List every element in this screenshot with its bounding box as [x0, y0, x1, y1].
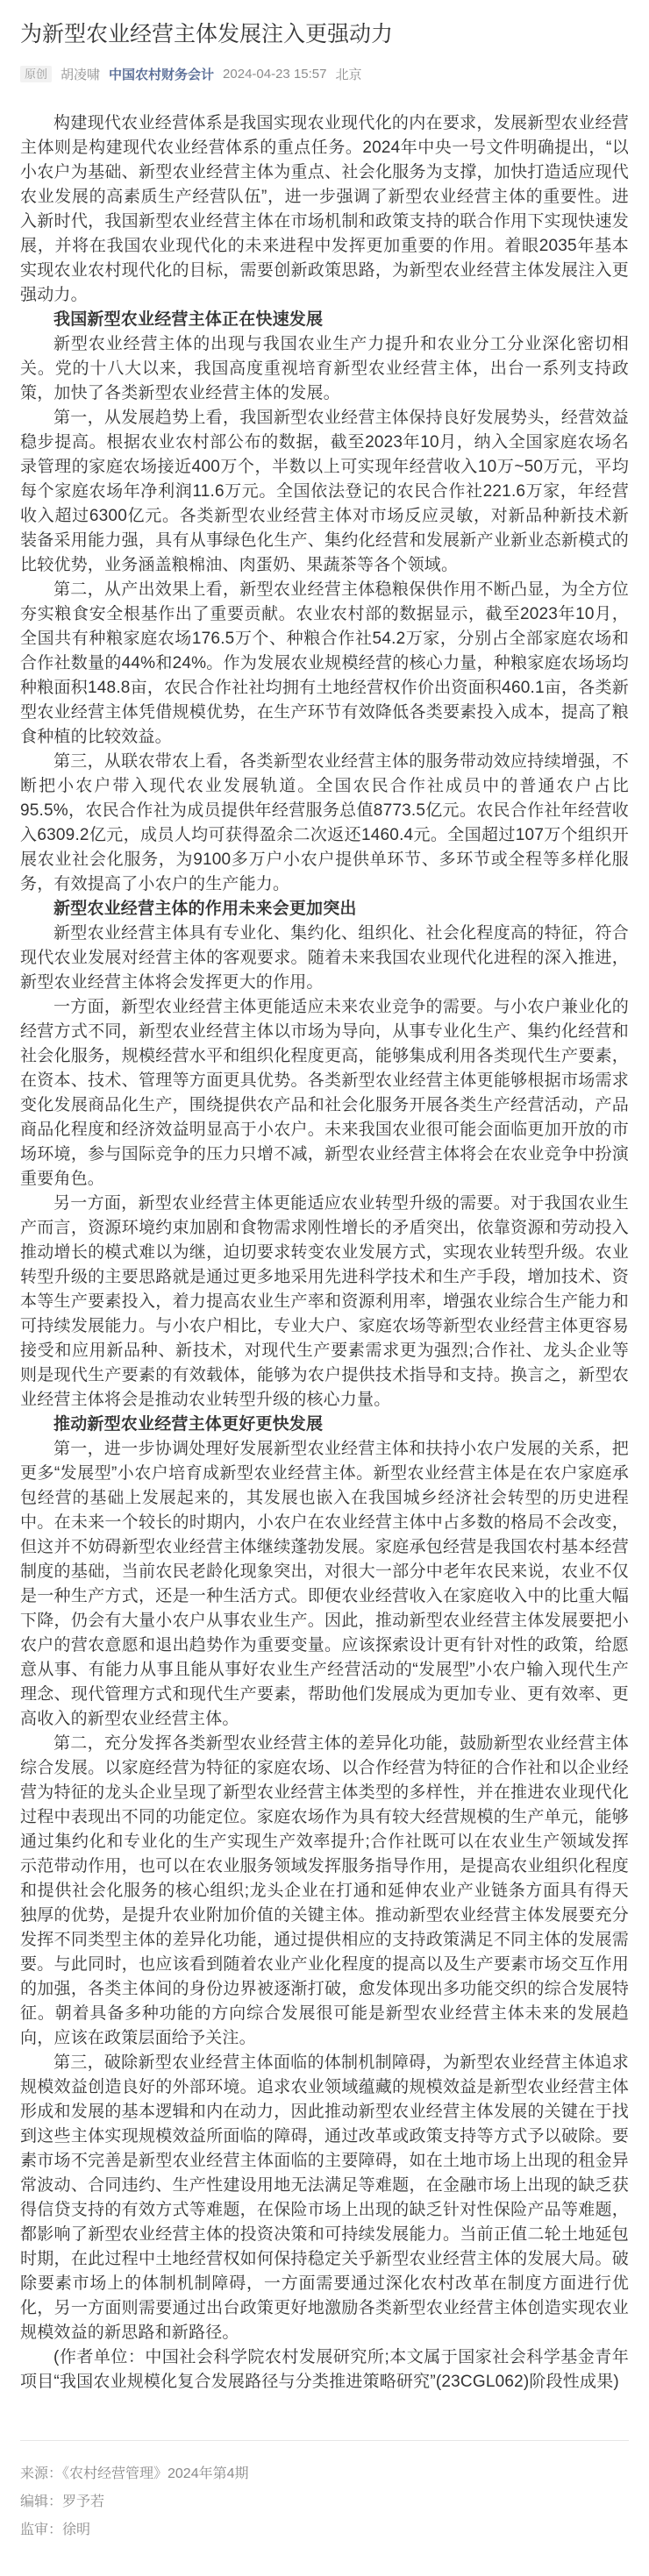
body-paragraph: 第三，从联农带农上看，各类新型农业经营主体的服务带动效应持续增强，不断把小农户带入现代农业发展轨道。全国农民合作社成员中的普通农户占比95.5%，农民合作社为成员提供年经营服务总值8773.5亿元。农民合作社年经营收入6309.2亿元，成员人均可获得盈余二次返还1460.4元。全国超过107万个组织开展农业社会化服务，为9100多万户小农户提供单环节、多环节或全程等多样化服务，有效提高了小农户的生产能力。 [20, 752, 629, 893]
body-paragraph: 第一，从发展趋势上看，我国新型农业经营主体保持良好发展势头，经营效益稳步提高。根据农业农村部公布的数据，截至2023年10月，纳入全国家庭农场名录管理的家庭农场接近400万个，半数以上可实现年经营收入10万~50万元，平均每个家庭农场年净利润11.6万元。全国依法登记的农民合作社221.6万家，年经营收入超过6300亿元。各类新型农业经营主体对市场反应灵敏，对新品种新技术新装备采用能力强，具有从事绿色化生产、集约化经营和发展新产业新业态新模式的比较优势，业务涵盖粮棉油、肉蛋奶、果蔬茶等各个领域。 [20, 409, 629, 574]
section-heading: 我国新型农业经营主体正在快速发展 [53, 310, 324, 329]
body-paragraph: 构建现代农业经营体系是我国实现农业现代化的内在要求，发展新型农业经营主体则是构建现代农业经营体系的重点任务。2024年中央一号文件明确提出，“以小农户为基础、新型农业经营主体为重点、社会化服务为支撑，加快打造适应现代农业发展的高素质生产经营队伍”，进一步强调了新型农业经营主体的重要性。进入新时代，我国新型农业经营主体在市场机制和政策支持的联合作用下实现快速发展，并将在我国农业现代化的未来进程中发挥更加重要的作用。着眼2035年基本实现农业农村现代化的目标，需要创新政策思路，为新型农业经营主体发展注入更强动力。 [20, 114, 629, 304]
section-heading: 新型农业经营主体的作用未来会更加突出 [53, 900, 357, 918]
author-name: 胡凌啸 [61, 68, 101, 82]
article-footer [20, 2466, 629, 2538]
body-paragraph: 另一方面，新型农业经营主体更能适应农业转型升级的需要。对于我国农业生产而言，资源环境约束加剧和食物需求刚性增长的矛盾突出，依靠资源和劳动投入推动增长的模式难以为继，迫切要求转变农业发展方式，实现农业转型升级。农业转型升级的主要思路就是通过更多地采用先进科学技术和生产手段，增加技术、资本等生产要素投入，着力提高农业生产率和资源利用率，增强农业综合生产能力和可持续发展能力。与小农户相比，专业大户、家庭农场等新型农业经营主体更容易接受和应用新品种、新技术，对现代生产要素需求更为强烈;合作社、龙头企业等则是现代生产要素的有效载体，能够为农户提供技术指导和支持。换言之，新型农业经营主体将会是推动农业转型升级的核心力量。 [20, 1194, 629, 1409]
author-note: (作者单位：中国社会科学院农村发展研究所;本文属于国家社会科学基金青年项目“我国农业规模化复合发展路径与分类推进策略研究”(23CGL062)阶段性成果) [20, 2348, 629, 2391]
body-paragraph: 第三，破除新型农业经营主体面临的体制机制障碍，为新型农业经营主体追求规模效益创造良好的外部环境。追求农业领域蕴藏的规模效益是新型农业经营主体形成和发展的基本逻辑和内在动力，因此推动新型农业经营主体发展的关键在于找到这些主体实现规模效益所面临的障碍，通过改革或政策支持等方式予以破除。要素市场不完善是新型农业经营主体面临的主要障碍，如在土地市场上出现的租金异常波动、合同违约、生产性建设用地无法满足等难题，在金融市场上出现的缺乏获得信贷支持的有效方式等难题，在保险市场上出现的缺乏针对性保险产品等难题，都影响了新型农业经营主体的投资决策和可持续发展能力。当前正值二轮土地延包时期，在此过程中土地经营权如何保持稳定关乎新型农业经营主体的发展大局。破除要素市场上的体制机制障碍，一方面需要通过深化农村改革在制度方面进行优化，另一方面则需要通过出台政策更好地激励各类新型农业经营主体创造实现农业规模效益的新思路和新路径。 [20, 2053, 629, 2342]
body-paragraph: 第二，充分发挥各类新型农业经营主体的差异化功能，鼓励新型农业经营主体综合发展。以家庭经营为特征的家庭农场、以合作经营为特征的合作社和以企业经营为特征的龙头企业呈现了新型农业经营主体类型的多样性，并在推进农业现代化过程中表现出不同的功能定位。家庭农场作为具有较大经营规模的生产单元，能够通过集约化和专业化的生产实现生产效率提升;合作社既可以在农业生产领域发挥示范带动作用，也可以在农业服务领域发挥服务指导作用，是提高农业组织化程度和提供社会化服务的核心组织;龙头企业在打通和延伸农业产业链条方面具有得天独厚的优势，是提升农业附加价值的关键主体。推动新型农业经营主体发展要充分发挥不同类型主体的差异化功能，通过提供相应的支持政策满足不同主体的发展需要。与此同时，也应该看到随着农业产业化程度的提高以及生产要素市场交互作用的加强，各类主体间的身份边界被逐渐打破，愈发体现出多功能交织的综合发展特征。朝着具备多种功能的方向综合发展很可能是新型农业经营主体未来的发展趋向，应该在政策层面给予关注。 [20, 1734, 629, 2047]
publish-datetime: 2024-04-23 15:57 [223, 67, 327, 82]
editor-line: 编辑：罗予若 [20, 2494, 105, 2509]
original-tag: 原创 [20, 66, 52, 82]
official-account-link[interactable]: 中国农村财务会计 [109, 68, 215, 82]
article-title: 为新型农业经营主体发展注入更强动力 [20, 22, 394, 46]
reviewer-line: 监审：徐明 [20, 2523, 91, 2537]
footer-divider [20, 2440, 629, 2441]
body-paragraph: 一方面，新型农业经营主体更能适应未来农业竞争的需要。与小农户兼业化的经营方式不同，新型农业经营主体以市场为导向，从事专业化生产、集约化经营和社会化服务，规模经营水平和组织化程度更高，能够集成利用各类现代生产要素，在资本、技术、管理等方面更具优势。各类新型农业经营主体更能够根据市场需求变化发展商品化生产，围绕提供农产品和社会化服务开展各类生产经营活动，产品商品化程度和经济效益明显高于小农户。未来我国农业很可能会面临更加开放的市场环境，参与国际竞争的压力只增不减，新型农业经营主体将会在农业竞争中扮演重要角色。 [20, 998, 629, 1188]
publish-location: 北京 [335, 68, 362, 82]
body-paragraph: 新型农业经营主体具有专业化、集约化、组织化、社会化程度高的特征，符合现代农业发展对经营主体的客观要求。随着未来我国农业现代化进程的深入推进，新型农业经营主体将会发挥更大的作用。 [20, 924, 629, 992]
source-line: 来源：《农村经营管理》2024年第4期 [20, 2466, 249, 2481]
body-paragraph: 新型农业经营主体的出现与我国农业生产力提升和农业分工分业深化密切相关。党的十八大以来，我国高度重视培育新型农业经营主体，出台一系列支持政策，加快了各类新型农业经营主体的发展。 [20, 335, 629, 402]
body-paragraph: 第二，从产出效果上看，新型农业经营主体稳粮保供作用不断凸显，为全方位夯实粮食安全根基作出了重要贡献。农业农村部的数据显示，截至2023年10月，全国共有种粮家庭农场176.5万个、种粮合作社54.2万家，分别占全部家庭农场和合作社数量的44%和24%。作为发展农业规模经营的核心力量，种粮家庭农场场均种粮面积148.8亩，农民合作社社均拥有土地经营权作价出资面积460.1亩，各类新型农业经营主体凭借规模优势，在生产环节有效降低各类要素投入成本，提高了粮食种植的比较效益。 [20, 580, 629, 746]
article-body [20, 111, 629, 2395]
body-paragraph: 第一，进一步协调处理好发展新型农业经营主体和扶持小农户发展的关系，把更多“发展型”小农户培育成新型农业经营主体。新型农业经营主体是在农户家庭承包经营的基础上发展起来的，其发展也嵌入在我国城乡经济社会转型的历史进程中。在未来一个较长的时期内，小农户在农业经营主体中占多数的格局不会改变，但这并不妨碍新型农业经营主体继续蓬勃发展。家庭承包经营是我国农村基本经营制度的基础，当前农民老龄化现象突出，对很大一部分中老年农民来说，农业不仅是一种生产方式，还是一种生活方式。即便农业经营收入在家庭收入中的比重大幅下降，仍会有大量小农户从事农业生产。因此，推动新型农业经营主体发展要把小农户的营农意愿和退出趋势作为重要变量。应该探索设计更有针对性的政策，给愿意从事、有能力从事且能从事好农业生产经营活动的“发展型”小农户输入现代生产理念、现代管理方式和现代生产要素，帮助他们发展成为更加专业、更有效率、更高收入的新型农业经营主体。 [20, 1440, 629, 1728]
article-meta [20, 65, 629, 83]
section-heading: 推动新型农业经营主体更好更快发展 [53, 1415, 324, 1434]
